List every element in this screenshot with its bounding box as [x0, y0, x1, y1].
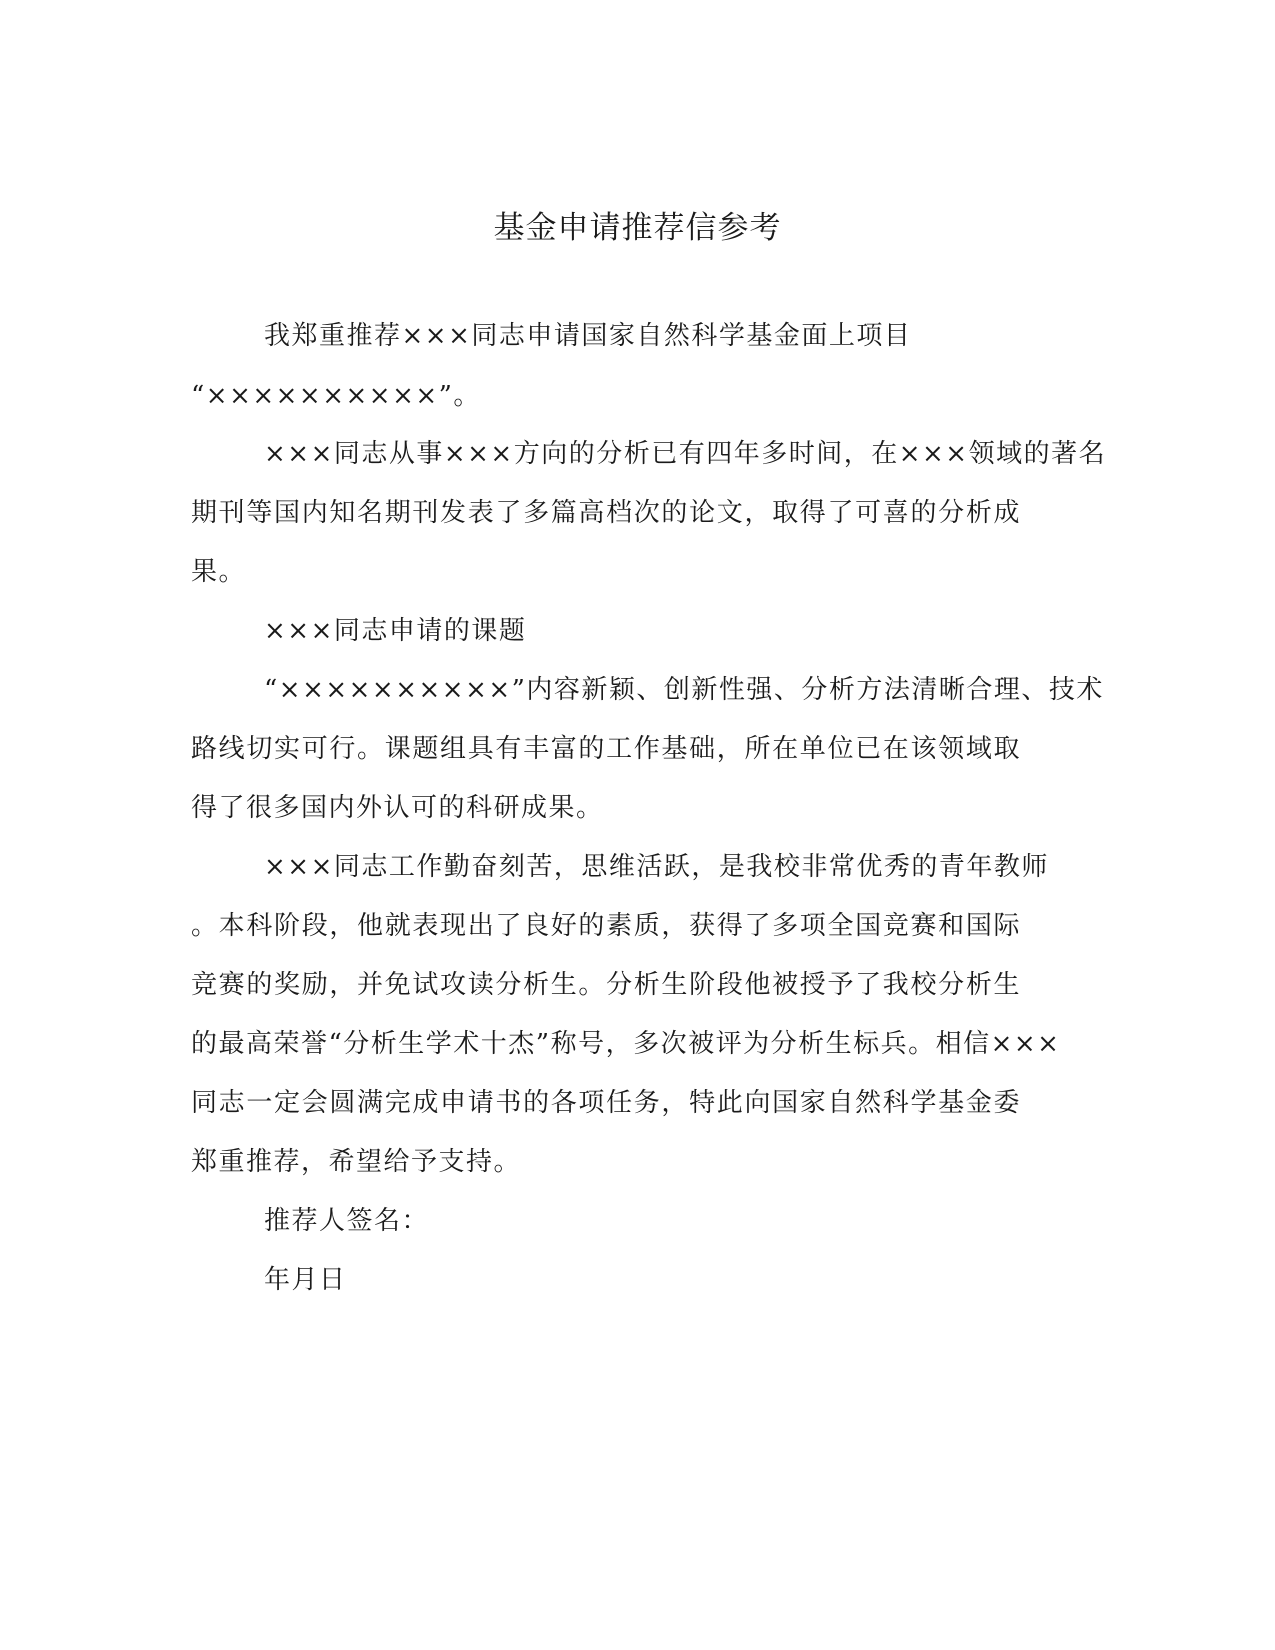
text-line: 期刊等国内知名期刊发表了多篇高档次的论文，取得了可喜的分析成: [191, 498, 1021, 528]
text-line: 我郑重推荐×××同志申请国家自然科学基金面上项目: [264, 321, 912, 351]
signature-label: 推荐人签名：: [264, 1206, 430, 1236]
text-line: 果。: [191, 557, 247, 587]
text-line: ×××同志工作勤奋刻苦，思维活跃，是我校非常优秀的青年教师: [264, 852, 1049, 882]
text-line: 得了很多国内外认可的科研成果。: [191, 793, 604, 823]
text-line: ×××同志从事×××方向的分析已有四年多时间，在×××领域的著名: [264, 439, 1107, 469]
text-line: 的最高荣誉“分析生学术十杰”称号，多次被评为分析生标兵。相信×××: [191, 1029, 1061, 1059]
page-title: 基金申请推荐信参考: [493, 210, 782, 246]
text-line: 路线切实可行。课题组具有丰富的工作基础，所在单位已在该领域取: [191, 734, 1021, 764]
text-line: “××××××××××”。: [191, 381, 481, 411]
text-line: 。本科阶段，他就表现出了良好的素质，获得了多项全国竞赛和国际: [191, 911, 1021, 941]
text-line: “××××××××××”内容新颖、创新性强、分析方法清晰合理、技术: [264, 675, 1104, 705]
text-line: ×××同志申请的课题: [264, 616, 527, 646]
text-line: 同志一定会圆满完成申请书的各项任务，特此向国家自然科学基金委: [191, 1088, 1021, 1118]
date-label: 年月日: [264, 1265, 347, 1295]
text-line: 竞赛的奖励，并免试攻读分析生。分析生阶段他被授予了我校分析生: [191, 970, 1021, 1000]
text-line: 郑重推荐，希望给予支持。: [191, 1147, 522, 1177]
